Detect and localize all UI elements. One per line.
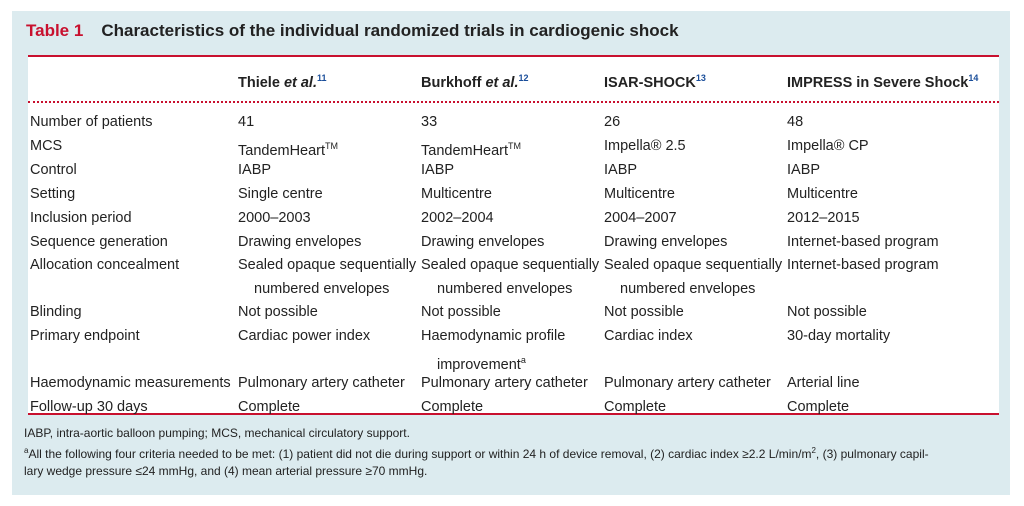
header-divider	[28, 101, 999, 103]
table-cell: TandemHeart™	[238, 141, 339, 159]
row-label-patients: Number of patients	[30, 114, 153, 130]
table-cell: Single centre	[238, 186, 323, 202]
footnote-a-continued: lary wedge pressure ≤24 mmHg, and (4) mean arterial pressure ≥70 mmHg.	[24, 464, 428, 478]
table-cell: 30-day mortality	[787, 328, 891, 344]
table-cell: Pulmonary artery catheter	[604, 375, 771, 391]
table-cell: Multicentre	[421, 186, 492, 202]
table-cell: Not possible	[421, 304, 501, 320]
table-cell: Cardiac index	[604, 328, 693, 344]
table-cell: 2004–2007	[604, 210, 677, 226]
data-table	[28, 55, 999, 415]
row-label-setting: Setting	[30, 186, 76, 202]
table-cell: IABP	[238, 162, 272, 178]
table-cell: 48	[787, 114, 804, 130]
column-header-thiele: Thiele et al.$^{11}$	[238, 73, 327, 91]
table-cell: 2012–2015	[787, 210, 860, 226]
table-cell: Haemodynamic profile improvement$^a$	[421, 328, 566, 373]
table-cell: Cardiac power index	[238, 328, 371, 344]
table-cell: Complete	[604, 399, 667, 415]
table-cell: Complete	[421, 399, 484, 415]
row-label-control: Control	[30, 162, 77, 178]
table-cell: Not possible	[238, 304, 318, 320]
table-cell: Not possible	[787, 304, 867, 320]
table-cell: IABP	[421, 162, 455, 178]
row-label-inclusion: Inclusion period	[30, 210, 132, 226]
table-cell: Pulmonary artery catheter	[421, 375, 588, 391]
table-title	[26, 21, 679, 41]
table-cell: IABP	[604, 162, 638, 178]
row-label-allocation: Allocation concealment	[30, 257, 180, 273]
table-cell: Pulmonary artery catheter	[238, 375, 405, 391]
row-label-sequence: Sequence generation	[30, 234, 168, 250]
table-footnotes	[24, 425, 1004, 480]
table-panel	[12, 11, 1010, 495]
table-cell: Internet-based program	[787, 257, 939, 273]
table-cell: TandemHeart™	[421, 141, 522, 159]
table-cell: Complete	[238, 399, 301, 415]
table-cell: Sealed opaque sequentially numbered envelopes	[604, 257, 783, 297]
row-label-mcs: MCS	[30, 138, 63, 154]
column-header-burkhoff: Burkhoff et al.$^{12}$	[421, 73, 529, 91]
table-cell: 33	[421, 114, 438, 130]
column-header-impress: IMPRESS in Severe Shock$^{14}$	[787, 73, 979, 91]
table-cell: Drawing envelopes	[238, 234, 362, 250]
row-label-endpoint: Primary endpoint	[30, 328, 140, 344]
table-cell: 2002–2004	[421, 210, 494, 226]
table-cell: Impella® CP	[787, 138, 869, 154]
abbreviations-note: IABP, intra-aortic balloon pumping; MCS, mechanical circulatory support.	[24, 426, 410, 440]
table-caption: Characteristics of the individual randomized trials in cardiogenic shock	[101, 21, 679, 40]
table-cell: Multicentre	[604, 186, 675, 202]
table-cell: Arterial line	[787, 375, 860, 391]
row-label-blinding: Blinding	[30, 304, 82, 320]
table-cell: Internet-based program	[787, 234, 939, 250]
table-cell: Sealed opaque sequentially numbered envelopes	[238, 257, 417, 297]
table-cell: IABP	[787, 162, 821, 178]
table-cell: Impella® 2.5	[604, 138, 686, 154]
table-cell: Complete	[787, 399, 850, 415]
row-label-haemodynamic: Haemodynamic measurements	[30, 375, 231, 391]
table-cell: Drawing envelopes	[604, 234, 728, 250]
table-cell: Not possible	[604, 304, 684, 320]
column-header-isar-shock: ISAR-SHOCK$^{13}$	[604, 73, 706, 91]
table-cell: 2000–2003	[238, 210, 311, 226]
table-cell: 26	[604, 114, 621, 130]
footnote-a: $^a$All the following four criteria needed to be met: (1) patient did not die during support or within 24 h of device removal, (2) cardiac index ≥2.2 $L/\min/m^2$, (3) pulmonary capil-	[24, 446, 929, 461]
table-cell: Drawing envelopes	[421, 234, 545, 250]
row-label-followup: Follow-up 30 days	[30, 399, 148, 415]
table-number: Table 1	[26, 21, 84, 40]
table-cell: 41	[238, 114, 255, 130]
table-cell: Sealed opaque sequentially numbered envelopes	[421, 257, 600, 297]
table-cell: Multicentre	[787, 186, 858, 202]
